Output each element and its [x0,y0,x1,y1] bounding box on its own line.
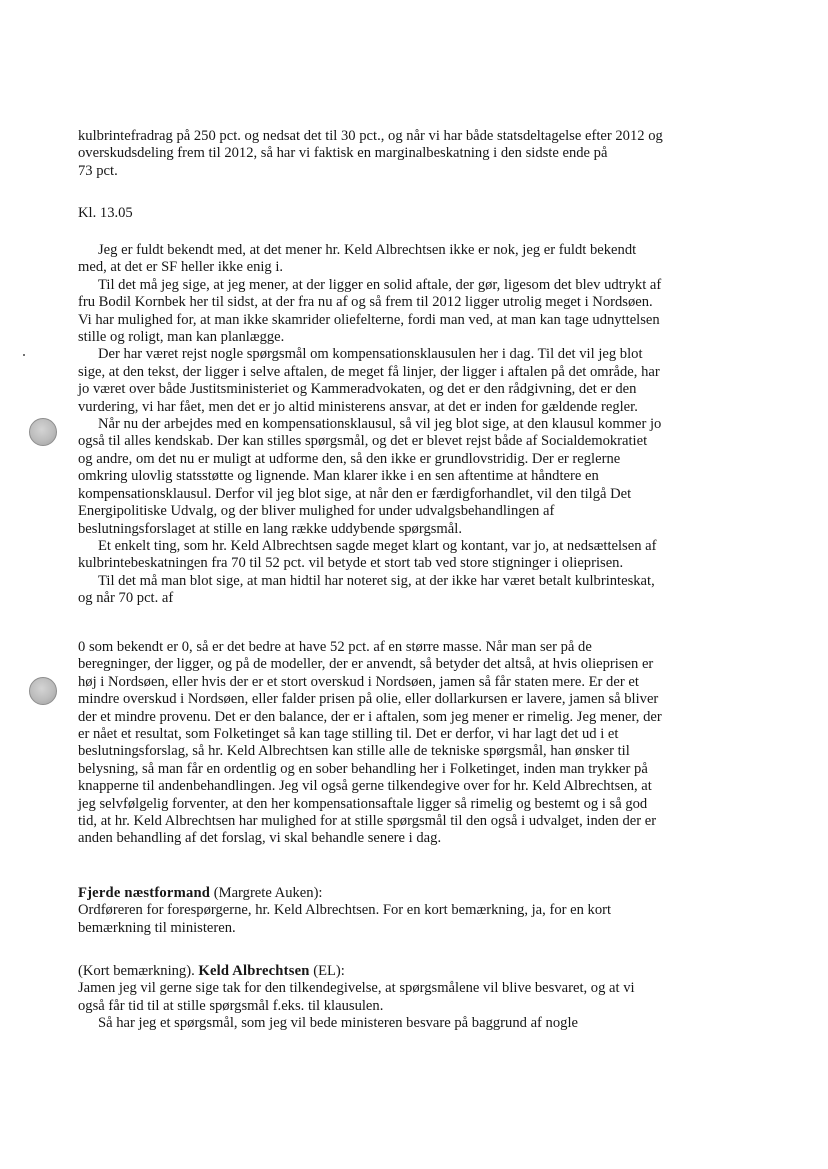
speaker-line [78,963,750,980]
text-line: Så har jeg et spørgsmål, som jeg vil bede ministeren besvare på baggrund af nogle [98,1015,578,1032]
paragraph [78,277,750,347]
text-line: Til det må jeg sige, at jeg mener, at der ligger en solid aftale, der gør, ligesom det blev udtrykt af [98,276,662,293]
paragraph [78,242,750,277]
text-line: Til det må man blot sige, at man hidtil har noteret sig, at der ikke har været betalt kulbrinteskat, [98,572,655,589]
chair-remark [78,885,750,937]
text-line: Jeg er fuldt bekendt med, at det mener hr. Keld Albrechtsen ikke er nok, jeg er fuldt bekendt [98,242,637,258]
text-line: Ordføreren for forespørgerne, hr. Keld Albrechtsen. For en kort bemærkning, ja, for en kort [78,902,612,919]
speech-block [78,242,750,608]
speaker-line [78,885,750,902]
speech-continuation [78,639,750,848]
text-line: beregninger, der ligger, og på de modeller, der er anvendt, så betyder det altså, at hvis olieprisen er [78,656,654,673]
punch-hole-upper [29,418,57,446]
text-line: bemærkning til ministeren. [78,919,236,936]
text-line: også til alles kendskab. Der kan stilles spørgsmål, og det er blevet rejst både af Socialdemokratiet [78,433,648,450]
text-line: jo været over både Justitsministeriet og Kammeradvokaten, og det er den rådgivning, det er den [78,381,637,398]
text-line: beslutningsforslaget at stille en lang række uddybende spørgsmål. [78,520,462,537]
text-line: Vi har mulighed for, at man ikke skamrider oliefelterne, fordi man ved, at man kan tage udnyttelsen [78,311,660,328]
text-line: høj i Nordsøen, eller hvis der er et stort overskud i Nordsøen, jamen så får staten mere. Er der et [78,673,639,690]
text-line: og andre, om det nu er muligt at udforme den, så den ikke er grundlovstridig. Der er reglerne [78,450,621,467]
text-line: Jamen jeg vil gerne sige tak for den tilkendegivelse, at spørgsmålene vil blive besvaret, og at vi [78,980,635,997]
text-line: kulbrintebeskatningen fra 70 til 52 pct. vil betyde et stort tab ved store stigninger i olieprisen. [78,555,624,572]
text-line: 73 pct. [78,162,118,179]
text-line: stille og roligt, man kan planlægge. [78,329,285,346]
text-line: Der har været rejst nogle spørgsmål om kompensationsklausulen her i dag. Til det vil jeg blot [98,346,643,363]
text-line: Et enkelt ting, som hr. Keld Albrechtsen sagde meget klart og kontant, var jo, at nedsættelsen af [98,537,657,554]
text-line: tid, at hr. Keld Albrechtsen har mulighed for at stille spørgsmål til den også i udvalget, inden der er [78,813,657,830]
text-line: jeg selvfølgelig forventer, at den her kompensationsaftale ligger så rimelig og bestemt og i så god [78,795,648,812]
text-line: knapperne til andenbehandlingen. Jeg vil også gerne tilkendegive over for hr. Keld Albrechtsen, at [78,778,652,795]
text-line: vurdering, vi har fået, men det er jo altid ministerens ansvar, at det er inden for gældende regler. [78,398,638,415]
paragraph [78,538,750,573]
punch-hole-lower [29,677,57,705]
intro-block [78,128,750,180]
text-line: belysning, så man får en ordentlig og en sober behandling her i Folketinget, inden man trykker på [78,760,648,777]
text-line: og når 70 pct. af [78,590,174,607]
paragraph [78,346,750,416]
text-line: fru Bodil Kornbek her til sidst, at der fra nu af og så frem til 2012 ligger utrolig meget i Nordsøen. [78,294,653,311]
text-line: Når nu der arbejdes med en kompensationsklausul, så vil jeg blot sige, at den klausul kommer jo [98,416,662,433]
text-line: omkring ulovlig statsstøtte og lignende. Man klarer ikke i en sen aftentime at håndtere en [78,468,599,485]
chair-title: Fjerde næstformand [78,885,211,901]
timestamp: Kl. 13.05 [78,205,133,221]
text-line: sige, at den tekst, der ligger i selve aftalen, de meget få linjer, der ligger i aftalen på det område, har [78,363,660,380]
text-line: beslutningsforslag, så hr. Keld Albrechtsen kan stille alle de tekniske spørgsmål, han ønsker til [78,743,630,760]
text-line: er nået et resultat, som Folketinget så kan tage stilling til. Det er derfor, vi har lagt det ud i et [78,726,619,743]
text-line: 0 som bekendt er 0, så er det bedre at have 52 pct. af en større masse. Når man ser på de [78,639,592,655]
text-line: med, at det er SF heller ikke enig i. [78,259,284,276]
speaker-party: (EL): [309,963,345,979]
scan-speck [23,354,25,356]
text-line: overskudsdeling frem til 2012, så har vi faktisk en marginalbeskatning i den sidste ende på [78,145,608,162]
text-line: Energipolitiske Udvalg, og der bliver mulighed for under udvalgsbehandlingen af [78,503,555,520]
text-line: kompensationsklausul. Derfor vil jeg blot sige, at når den er færdigforhandlet, vil den tilgå Det [78,485,632,502]
text-line: også får tid til at stille spørgsmål f.eks. til klausulen. [78,997,384,1014]
text-line: anden behandling af det forslag, vi skal behandle senere i dag. [78,830,442,847]
paragraph [78,416,750,538]
speaker-name: Keld Albrechtsen [198,963,310,979]
text-line: der et mindre provenu. Det er den balance, der er i aftalen, som jeg mener er rimelig. Jeg mener, der [78,708,662,725]
reply-remark [78,963,750,1033]
paragraph [78,573,750,608]
remark-type: (Kort bemærkning). [78,963,199,979]
text-line: mindre overskud i Nordsøen, eller falder prisen på olie, eller dollarkursen er lavere, jamen så bliver [78,691,659,708]
text-line: kulbrintefradrag på 250 pct. og nedsat det til 30 pct., og når vi har både statsdeltagelse efter 2012 og [78,128,663,144]
chair-name: (Margrete Auken): [210,885,323,901]
